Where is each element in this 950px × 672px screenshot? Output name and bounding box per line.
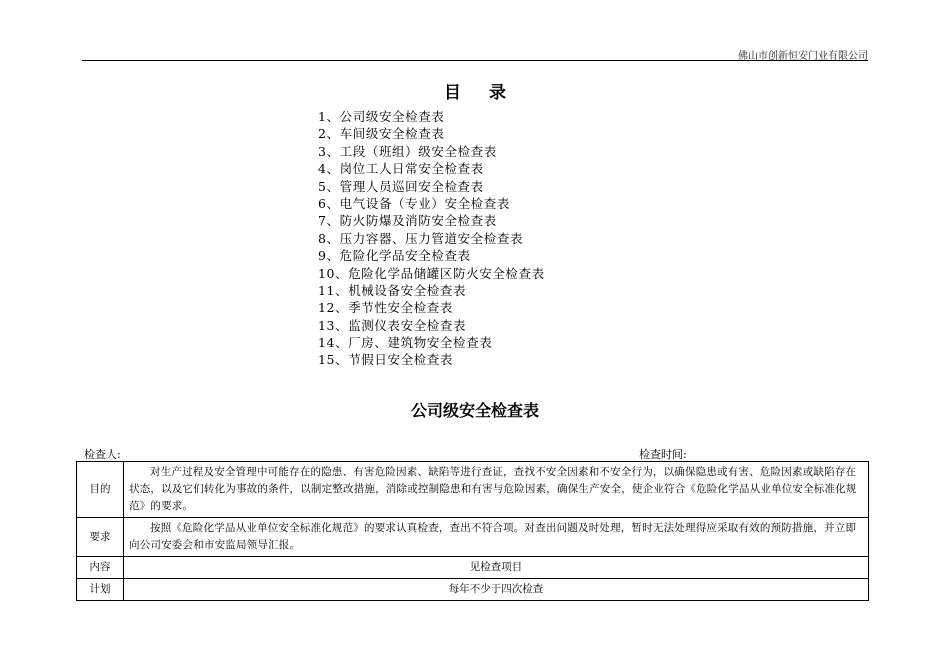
row-label: 内容 <box>77 557 124 579</box>
toc-item: 10、危险化学品储罐区防火安全检查表 <box>318 265 545 281</box>
toc-item: 13、监测仪表安全检查表 <box>318 317 467 333</box>
check-info-table <box>76 461 869 601</box>
row-label: 目的 <box>77 462 124 518</box>
row-text: 见检查项目 <box>124 557 869 579</box>
inspection-time-label: 检查时间: <box>639 448 687 461</box>
row-label: 要求 <box>77 518 124 557</box>
row-text: 按照《危险化学品从业单位安全标准化规范》的要求认真检查，查出不符合项。对查出问题及时处理，暂时无法处理得应采取有效的预防措施，并立即向公司安委会和市安监局领导汇报。 <box>124 518 869 557</box>
toc-item: 8、压力容器、压力管道安全检查表 <box>318 230 524 246</box>
inspector-label: 检查人: <box>84 448 121 461</box>
toc-item: 11、机械设备安全检查表 <box>318 282 467 298</box>
toc-item: 12、季节性安全检查表 <box>318 300 454 316</box>
table-row <box>77 579 869 601</box>
toc-item: 1、公司级安全检查表 <box>318 109 445 124</box>
toc-item: 3、工段（班组）级安全检查表 <box>318 143 497 159</box>
section-title: 公司级安全检查表 <box>410 401 539 420</box>
toc-item: 14、厂房、建筑物安全检查表 <box>318 335 493 351</box>
toc-item: 4、岗位工人日常安全检查表 <box>318 161 484 177</box>
table-row <box>77 557 869 579</box>
toc-item: 7、防火防爆及消防安全检查表 <box>318 213 497 229</box>
toc-item: 5、管理人员巡回安全检查表 <box>318 178 484 194</box>
row-text: 每年不少于四次检查 <box>124 579 869 601</box>
row-label: 计划 <box>77 579 124 601</box>
table-row <box>77 462 869 518</box>
toc-item: 2、车间级安全检查表 <box>318 126 445 142</box>
toc-item: 15、节假日安全检查表 <box>318 352 454 368</box>
toc-title: 目录 <box>444 83 534 103</box>
row-text: 对生产过程及安全管理中可能存在的隐患、有害危险因素、缺陷等进行查证，查找不安全因素和不安全行为，以确保隐患或有害、危险因素或缺陷存在状态，以及它们转化为事故的条件，以制定整改措施，消除或控制隐患和有害与危险因素，确保生产安全，使企业符合《危险化学品从业单位安全标准化规范》的要求。 <box>124 462 869 518</box>
table-row <box>77 518 869 557</box>
toc-item: 6、电气设备（专业）安全检查表 <box>318 195 510 211</box>
header-divider <box>82 60 868 61</box>
toc-list <box>318 108 545 369</box>
toc-item: 9、危险化学品安全检查表 <box>318 248 471 264</box>
header-company-name: 佛山市创新恒安门业有限公司 <box>738 51 868 62</box>
